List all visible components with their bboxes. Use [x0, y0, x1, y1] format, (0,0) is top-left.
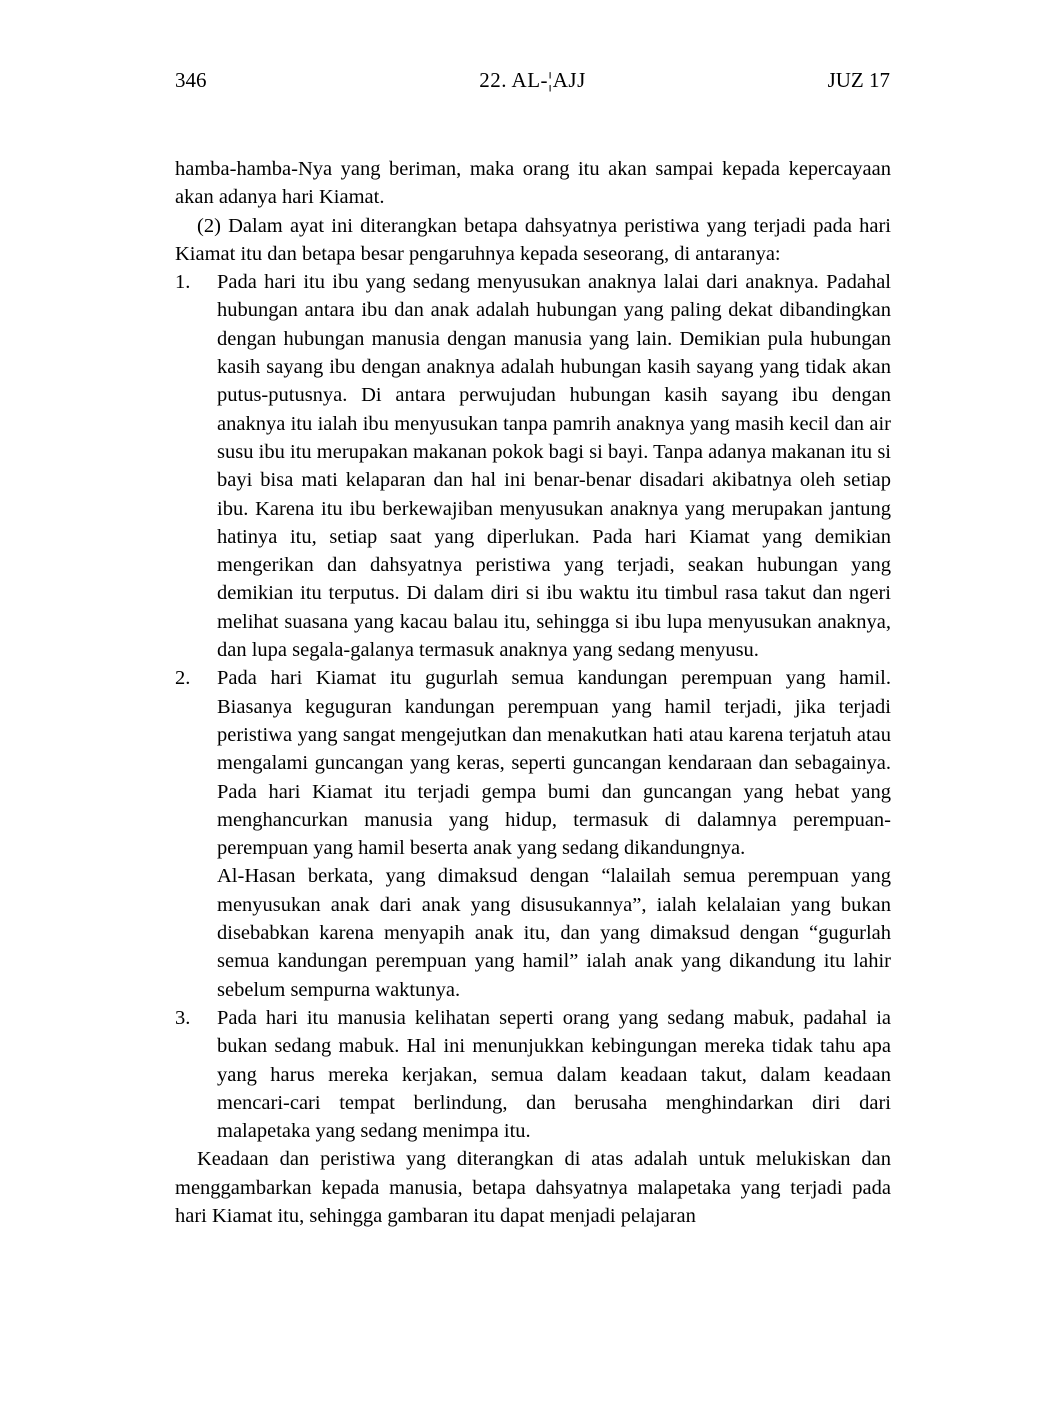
paragraph-closing: Keadaan dan peristiwa yang diterangkan di atas adalah untuk melukiskan dan menggambarkan kepada manusia, betapa dahsyatnya malapetaka yang terjadi pada hari Kiamat itu, sehingga gambaran itu dapat menjadi pelajaran [175, 1148, 891, 1227]
list-item-paragraph: Al-Hasan berkata, yang dimaksud dengan “lalailah semua perempuan yang menyusukan anak dari anak yang disusukannya”, ialah kelalaian yang bukan disebabkan karena menyapih anak itu, dan yang dimaksud dengan “gugurlah semua kandungan perempuan yang hamil” ialah anak yang dikandung itu lahir sebelum sempurna waktunya. [217, 865, 891, 1001]
list-item [175, 664, 891, 1004]
surah-title: 22. AL-¦AJJ [479, 68, 586, 92]
list-item-body [217, 1004, 891, 1145]
list-item-paragraph: Pada hari itu ibu yang sedang menyusukan anaknya lalai dari anaknya. Padahal hubungan antara ibu dan anak adalah hubungan yang paling dekat dibandingkan dengan hubungan manusia dengan manusia yang lain. Demikian pula hubungan kasih sayang ibu dengan anaknya adalah hubungan kasih sayang yang tidak akan putus-putusnya. Di antara perwujudan hubungan kasih sayang ibu dengan anaknya itu ialah ibu menyusukan tanpa pamrih anaknya yang masih kecil dan air susu ibu itu merupakan makanan pokok bagi si bayi. Tanpa adanya makanan itu si bayi bisa mati kelaparan dan hal ini benar-benar disadari akibatnya oleh setiap ibu. Karena itu ibu berkewajiban menyusukan anaknya yang merupakan jantung hatinya itu, setiap saat yang diperlukan. Pada hari Kiamat yang demikian mengerikan dan dahsyatnya peristiwa yang terjadi, seakan hubungan yang demikian itu terputus. Di dalam diri si ibu waktu itu timbul rasa takut dan ngeri melihat suasana yang kacau balau itu, sehingga si ibu lupa menyusukan anaknya, dan lupa segala-galanya termasuk anaknya yang sedang menyusu. [217, 271, 891, 662]
page-header [175, 68, 890, 93]
juz-label: JUZ 17 [827, 68, 890, 92]
paragraph-ayat-2: (2) Dalam ayat ini diterangkan betapa dahsyatnya peristiwa yang terjadi pada hari Kiamat itu dan betapa besar pengaruhnya kepada seseorang, di antaranya: [175, 214, 891, 265]
page-content [175, 155, 891, 1230]
list-item-body [217, 268, 891, 664]
list-item [175, 268, 891, 664]
list-item-paragraph: Pada hari itu manusia kelihatan seperti orang yang sedang mabuk, padahal ia bukan sedang mabuk. Hal ini menunjukkan kebingungan mereka tidak tahu apa yang harus mereka kerjakan, semua dalam keadaan takut, dalam keadaan mencari-cari tempat berlindung, dan berusaha menghindarkan diri dari malapetaka yang sedang menimpa itu. [217, 1006, 891, 1143]
paragraph-continuation: hamba-hamba-Nya yang beriman, maka orang itu akan sampai kepada kepercayaan akan adanya hari Kiamat. [175, 158, 891, 209]
list-item-number: 3. [175, 1006, 191, 1029]
page-number: 346 [175, 68, 207, 92]
list-item-number: 1. [175, 271, 191, 294]
list-item [175, 1004, 891, 1145]
list-item-number: 2. [175, 667, 191, 690]
list-item-paragraph: Pada hari Kiamat itu gugurlah semua kandungan perempuan yang hamil. Biasanya keguguran kandungan perempuan yang hamil terjadi, jika terjadi peristiwa yang sangat mengejutkan dan menakutkan hati atau karena terjatuh atau mengalami guncangan yang keras, seperti guncangan kendaraan dan sebagainya. Pada hari Kiamat itu terjadi gempa bumi dan guncangan yang hebat yang menghancurkan manusia yang hidup, termasuk di dalamnya perempuan-perempuan yang hamil beserta anak yang sedang dikandungnya. [217, 667, 891, 860]
list-item-body [217, 664, 891, 1004]
